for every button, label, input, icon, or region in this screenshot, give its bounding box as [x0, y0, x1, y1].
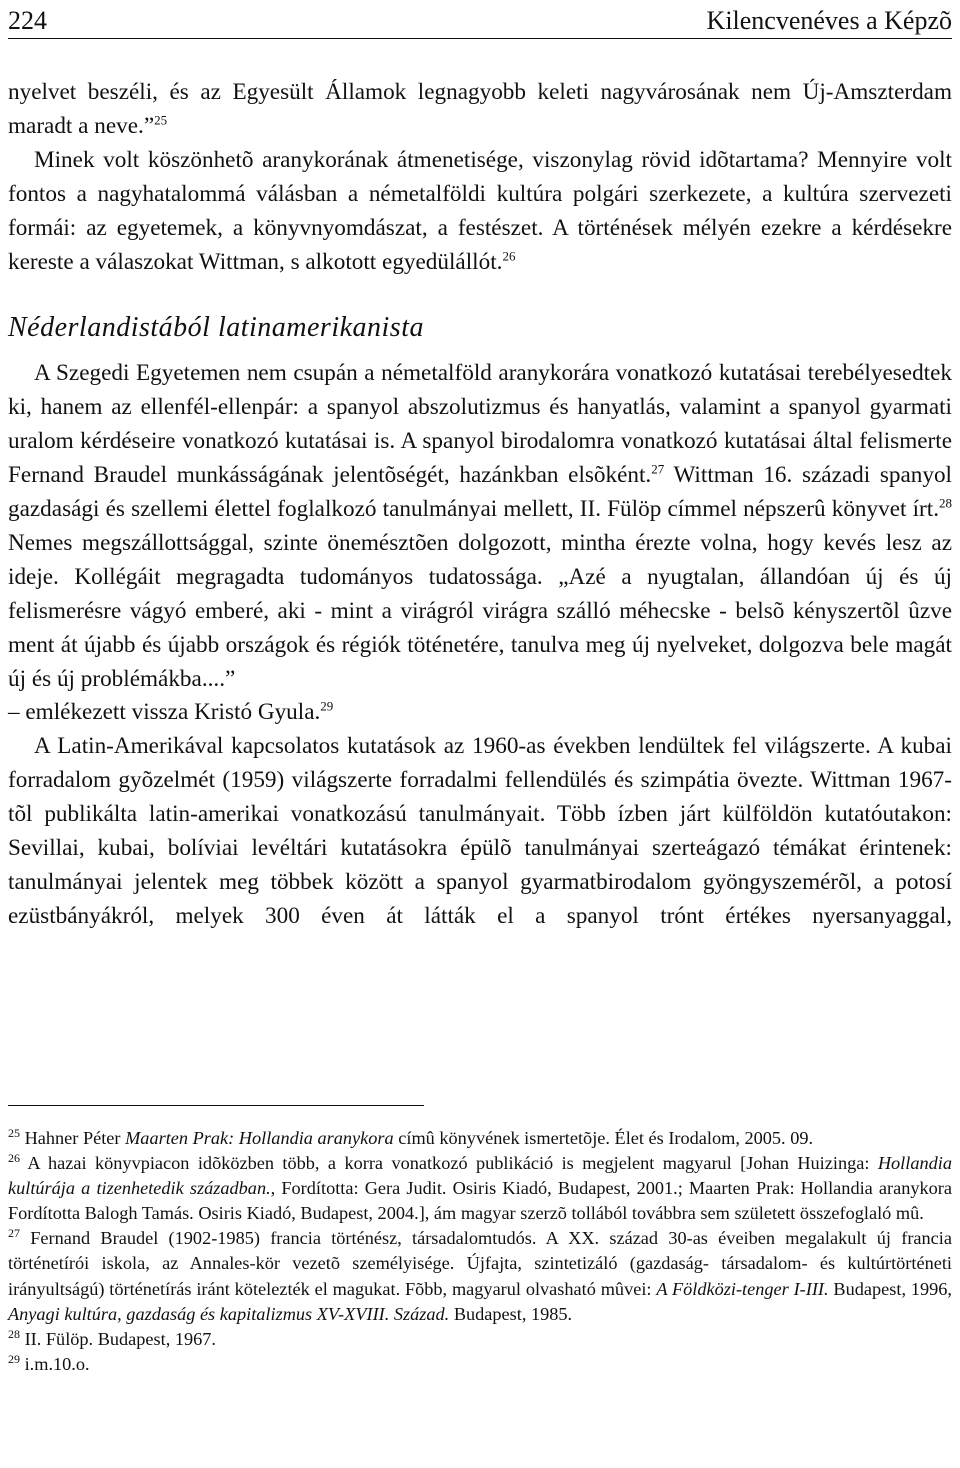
- main-text: [8, 76, 952, 934]
- paragraph: – emlékezett vissza Kristó Gyula.$^{29}$: [8, 698, 334, 726]
- footnote-ref[interactable]: 28: [939, 495, 952, 511]
- footnote: $^{25}$ Hahner Péter Maarten Prak: Hollandia aranykora címû könyvének ismertetõje. Élet és Irodalom, 2005. 09.: [8, 1125, 814, 1148]
- paragraph: Minek volt köszönhetõ aranykorának átmenetisége, viszonylag rövid idõtartama? Mennyire volt fontos a nagyhatalommá válásban a németalföldi kultúra polgári szerkezete, a kultúra szervezeti formái: az egyetemek, a könyvnyomdászat, a festészet. A történések mélyén ezekre a kérdésekre kereste a válaszokat Wittman, s alkotott egyedülállót.$^{26}$: [8, 146, 952, 275]
- paragraph: A Latin-Amerikával kapcsolatos kutatások az 1960-as években lendültek fel világszerte. A kubai forradalom gyõzelmét (1959) világszerte forradalmi fellendülés és szimpátia övezte. Wittman 1967-tõl publikálta latin-amerikai vonatkozású tanulmányait. Több ízben járt külföldön kutatóutakon: Sevillai, kubai, bolíviai levéltári kutatásokra épülõ tanulmányai szerteágazó témákat érintenek: tanulmányai jelentek meg többek között a spanyol gyarmatbirodalom gyöngyszemérõl, a potosí ezüstbányákról, melyek 300 éven át látták el a spanyol trónt értékes nyersanyaggal,: [8, 733, 952, 929]
- footnote-ref[interactable]: 26: [502, 247, 516, 263]
- paragraph: nyelvet beszéli, és az Egyesült Államok legnagyobb keleti nagyvárosának nem Új-Amszterdam maradt a neve.”$^{25}$: [8, 79, 952, 139]
- footnote-ref[interactable]: 27: [651, 461, 665, 477]
- footnote: $^{28}$ II. Fülöp. Budapest, 1967.: [8, 1326, 217, 1349]
- footnote: $^{29}$ i.m.10.o.: [8, 1351, 90, 1374]
- page-header: [8, 0, 952, 39]
- footnote-ref[interactable]: 25: [154, 112, 168, 128]
- footnote: $^{26}$ A hazai könyvpiacon idõközben több, a korra vonatkozó publikáció is megjelent magyarul [Johan Huizinga: Hollandia kultúrája a tizenhetedik században., Fordította: Gera Judit. Osiris Kiadó, Budapest, 2001.; Maarten Prak: Hollandia aranykora Fordította Balogh Tamás. Osiris Kiadó, Budapest, 2004.], ám magyar szerzõ tollából továbbra sem született összefoglaló mû.: [8, 1151, 952, 1224]
- section-heading: Néderlandistából latinamerikanista: [8, 312, 424, 344]
- page-number: 224: [8, 6, 47, 35]
- running-title: Kilencvenéves a Képzõ: [706, 6, 952, 35]
- footnote-divider: [8, 1105, 424, 1106]
- footnote-ref[interactable]: 29: [320, 698, 334, 714]
- footnotes: [8, 1126, 952, 1377]
- footnote: $^{27}$ Fernand Braudel (1902-1985) francia történész, társadalomtudós. A XX. század 30-as éveiben megalakult új francia történetírói iskola, az Annales-kör vezetõ személyisége. Újfajta, szintetizáló (gazdaság- társadalom- és kultúrtörténeti irányultságú) történetírás iránt kötelezték el magukat. Fõbb, magyarul olvasható mûvei: A Földközi-tenger I-III. Budapest, 1996, Anyagi kultúra, gazdaság és kapitalizmus XV-XVIII. Század. Budapest, 1985.: [8, 1226, 952, 1324]
- paragraph: A Szegedi Egyetemen nem csupán a németalföld aranykorára vonatkozó kutatásai terebélyesedtek ki, hanem az ellenfél-ellenpár: a spanyol abszolutizmus és hanyatlás, valamint a spanyol gyarmati uralom kérdéseire vonatkozó kutatásai is. A spanyol birodalomra vonatkozó kutatásai által felismerte Fernand Braudel munkásságának jelentõségét, hazánkban elsõként.$^{27}$ Wittman 16. századi spanyol gazdasági és szellemi élettel foglalkozó tanulmányai mellett, II. Fülöp címmel népszerû könyvet írt.$^{28}$ Nemes megszállottsággal, szinte önemésztõen dolgozott, mintha érezte volna, hogy kevés lesz az ideje. Kollégáit megragadta tudományos tudatossága. „Azé a nyugtalan, állandóan új és új felismerésre vágyó emberé, aki - mint a virágról virágra szálló méhecske - belsõ kényszertõl ûzve ment át újabb és újabb országok és régiók töténetére, tanulva meg új nyelveket, dolgozva bele magát új és új problémákba....”: [8, 360, 952, 692]
